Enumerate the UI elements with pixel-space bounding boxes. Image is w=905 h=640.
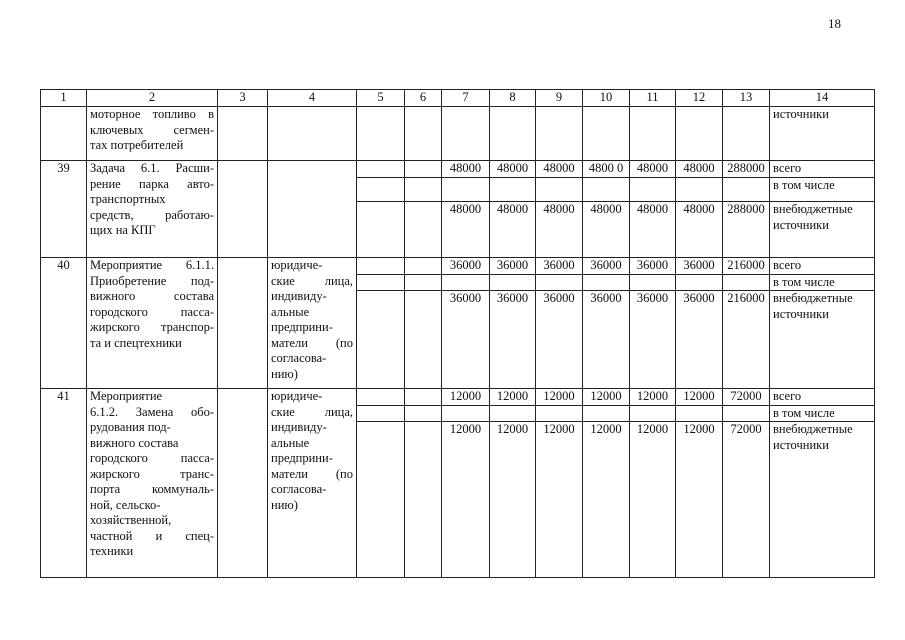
col-header: 13 [723, 90, 770, 107]
value-cell: 48000 [676, 161, 723, 178]
executor-cell: юридиче- ские лица, индивиду- альные предприни- матели (по согласова- нию) [268, 389, 357, 578]
source-label: внебюджетные источники [770, 291, 875, 389]
col-header: 4 [268, 90, 357, 107]
value-cell: 12000 [536, 389, 583, 406]
value-cell: 48000 [676, 202, 723, 258]
value-cell: 4800 0 [583, 161, 630, 178]
row-index: 39 [41, 161, 87, 258]
col-header: 6 [405, 90, 442, 107]
value-cell: 48000 [630, 202, 676, 258]
value-cell: 12000 [442, 389, 490, 406]
executor-cell [268, 161, 357, 258]
value-cell: 48000 [583, 202, 630, 258]
value-cell: 12000 [676, 422, 723, 578]
row-index: 40 [41, 258, 87, 389]
source-label: в том числе [770, 178, 875, 202]
measure-name-cell: Мероприятие 6.1.2. Замена обо- рудования под- вижного состава городского пасса- жирского транс- порта коммуналь- ной, сельско- хозяйственной, частной и спец- техники [87, 389, 218, 578]
page-number: 18 [828, 16, 841, 31]
source-label: внебюджетные источники [770, 202, 875, 258]
col-header: 1 [41, 90, 87, 107]
col-header: 3 [218, 90, 268, 107]
col-header: 7 [442, 90, 490, 107]
value-cell: 36000 [536, 258, 583, 275]
value-cell: 12000 [490, 422, 536, 578]
source-label: всего [770, 258, 875, 275]
value-cell: 72000 [723, 389, 770, 406]
row-index-cell [41, 107, 87, 161]
source-label: всего [770, 389, 875, 406]
value-cell: 36000 [442, 258, 490, 275]
table-row-41 [41, 389, 875, 406]
value-cell: 12000 [630, 422, 676, 578]
value-cell: 48000 [630, 161, 676, 178]
row-index: 41 [41, 389, 87, 578]
source-label: в том числе [770, 274, 875, 291]
value-cell: 36000 [490, 258, 536, 275]
column-number-row [41, 90, 875, 107]
col-header: 9 [536, 90, 583, 107]
col-header: 11 [630, 90, 676, 107]
value-cell: 48000 [536, 202, 583, 258]
col-header: 10 [583, 90, 630, 107]
value-cell: 36000 [536, 291, 583, 389]
value-cell: 48000 [442, 202, 490, 258]
col-header: 5 [357, 90, 405, 107]
value-cell: 36000 [676, 291, 723, 389]
measure-name-cell: моторное топливо в ключевых сегмен- тах потребителей [87, 107, 218, 161]
executor-cell: юридиче- ские лица, индивиду- альные предприни- матели (по согласова- нию) [268, 258, 357, 389]
source-label: в том числе [770, 405, 875, 422]
table-row-39 [41, 161, 875, 178]
table-row-continued [41, 107, 875, 161]
value-cell: 36000 [630, 258, 676, 275]
source-cell: источники [770, 107, 875, 161]
value-cell: 48000 [536, 161, 583, 178]
value-cell: 48000 [442, 161, 490, 178]
value-cell: 72000 [723, 422, 770, 578]
col-header: 12 [676, 90, 723, 107]
value-cell: 216000 [723, 258, 770, 275]
value-cell: 12000 [676, 389, 723, 406]
value-cell: 48000 [490, 202, 536, 258]
program-table [40, 89, 875, 578]
value-cell: 216000 [723, 291, 770, 389]
value-cell: 12000 [536, 422, 583, 578]
source-label: всего [770, 161, 875, 178]
col-header: 8 [490, 90, 536, 107]
source-label: внебюджетные источники [770, 422, 875, 578]
col-header: 14 [770, 90, 875, 107]
value-cell: 36000 [630, 291, 676, 389]
value-cell: 36000 [583, 258, 630, 275]
value-cell: 36000 [442, 291, 490, 389]
value-cell: 48000 [490, 161, 536, 178]
value-cell: 12000 [583, 422, 630, 578]
value-cell: 288000 [723, 161, 770, 178]
value-cell: 12000 [490, 389, 536, 406]
measure-name-cell: Мероприятие 6.1.1. Приобретение под- вижного состава городского пасса- жирского транспор- та и спецтехники [87, 258, 218, 389]
value-cell: 36000 [676, 258, 723, 275]
col-header: 2 [87, 90, 218, 107]
value-cell: 12000 [630, 389, 676, 406]
value-cell: 288000 [723, 202, 770, 258]
value-cell: 36000 [583, 291, 630, 389]
value-cell: 12000 [442, 422, 490, 578]
table-row-40 [41, 258, 875, 275]
value-cell: 12000 [583, 389, 630, 406]
measure-name-cell: Задача 6.1. Расши- рение парка авто- транспортных средств, работаю- щих на КПГ [87, 161, 218, 258]
value-cell: 36000 [490, 291, 536, 389]
